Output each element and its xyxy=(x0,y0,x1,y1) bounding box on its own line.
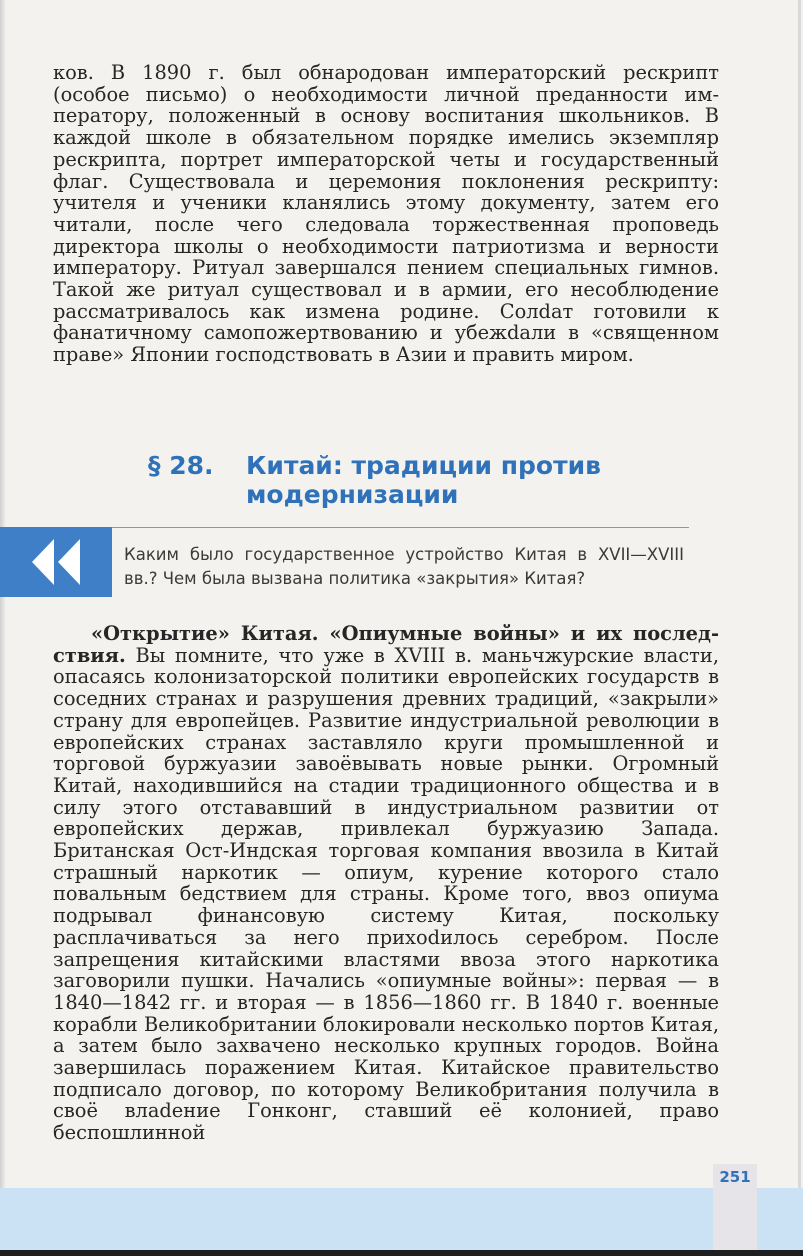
bottom-edge xyxy=(0,1250,803,1256)
section-title xyxy=(246,451,686,509)
right-edge xyxy=(798,0,801,1250)
section-title-line1: Китай: традиции против xyxy=(246,451,601,480)
continuation-paragraph: ков. В 1890 г. был обнародован императорский рескрипт (особое письмо) о необходимости личной преданности императору, положенный в основу воспитания школьников. В каждой школе в обязательном порядке имелись экземпляр рескрипта, портрет императорской четы и государственный флаг. Существовала и церемония поклонения рескрипту: учителя и ученики кланялись этому документу, затем его читали, после чего следовала торжественная проповедь директора школы о необходимости патриотизма и верности императору. Ритуал завершался пением специальных гимнов. Такой же ритуал существовал и в армии, его несоблюдение рассматривалось как измена родине. Солdат готовили к фанатичному самопожертвованию и убежdали в «священном праве» Японии господствовать в Азии и править миром. xyxy=(53,61,719,367)
subsection-text: Вы помните, что уже в XVIII в. маньчжурские власти, опасаясь колонизаторской политики европейских государств в соседних странах и разрушения древних традиций, «закрыли» страну для европейцев. Развитие индустриальной революции в европейских странах заставляло круги промышленной и торговой буржуазии завоёвывать новые рынки. Огромный Китай, находившийся на стадии традиционного общества и в силу этого отстававший в индустриальном развитии от европейских держав, привлекал буржуазию Запада. Британская Ост-Индская торговая компания ввозила в Китай страшный наркотик — опиум, курение которого стало повальным бедствием для страны. Кроме того, ввоз опиума подрывал финансовую систему Китая, поскольку расплачиваться за него прихоdилось серебром. После запрещения китайскими властями ввоза этого наркотика заговорили пушки. Начались «опиумные войны»: первая — в 1840—1842 гг. и вторая — в 1856—1860 гг. В 1840 г. военные корабли Великобритании блокировали несколько портов Китая, а затем было захвачено несколько крупных городов. Война завершилась поражением Китая. Китайское правительство подписало договор, по которому Великобритания получила в своё влаdение Гонконг, ставший её колонией, право беспошлинной xyxy=(53,643,719,1145)
review-block xyxy=(0,527,112,597)
footer-band xyxy=(0,1188,803,1250)
page-number: 251 xyxy=(719,1168,751,1186)
subsection-heading: «Открытие» Китая. «Опиумные войны» и их последствия. xyxy=(53,622,719,667)
double-chevron-left-icon xyxy=(32,539,82,585)
subsection-paragraph xyxy=(53,623,719,1144)
section-title-line2: модернизации xyxy=(246,480,459,509)
review-questions: Каким было государственное устройство Китая в XVII—XVIII вв.? Чем была вызвана политика «закрытия» Китая? xyxy=(124,545,684,588)
section-number: § 28. xyxy=(148,451,214,480)
page-edge xyxy=(0,0,6,1256)
